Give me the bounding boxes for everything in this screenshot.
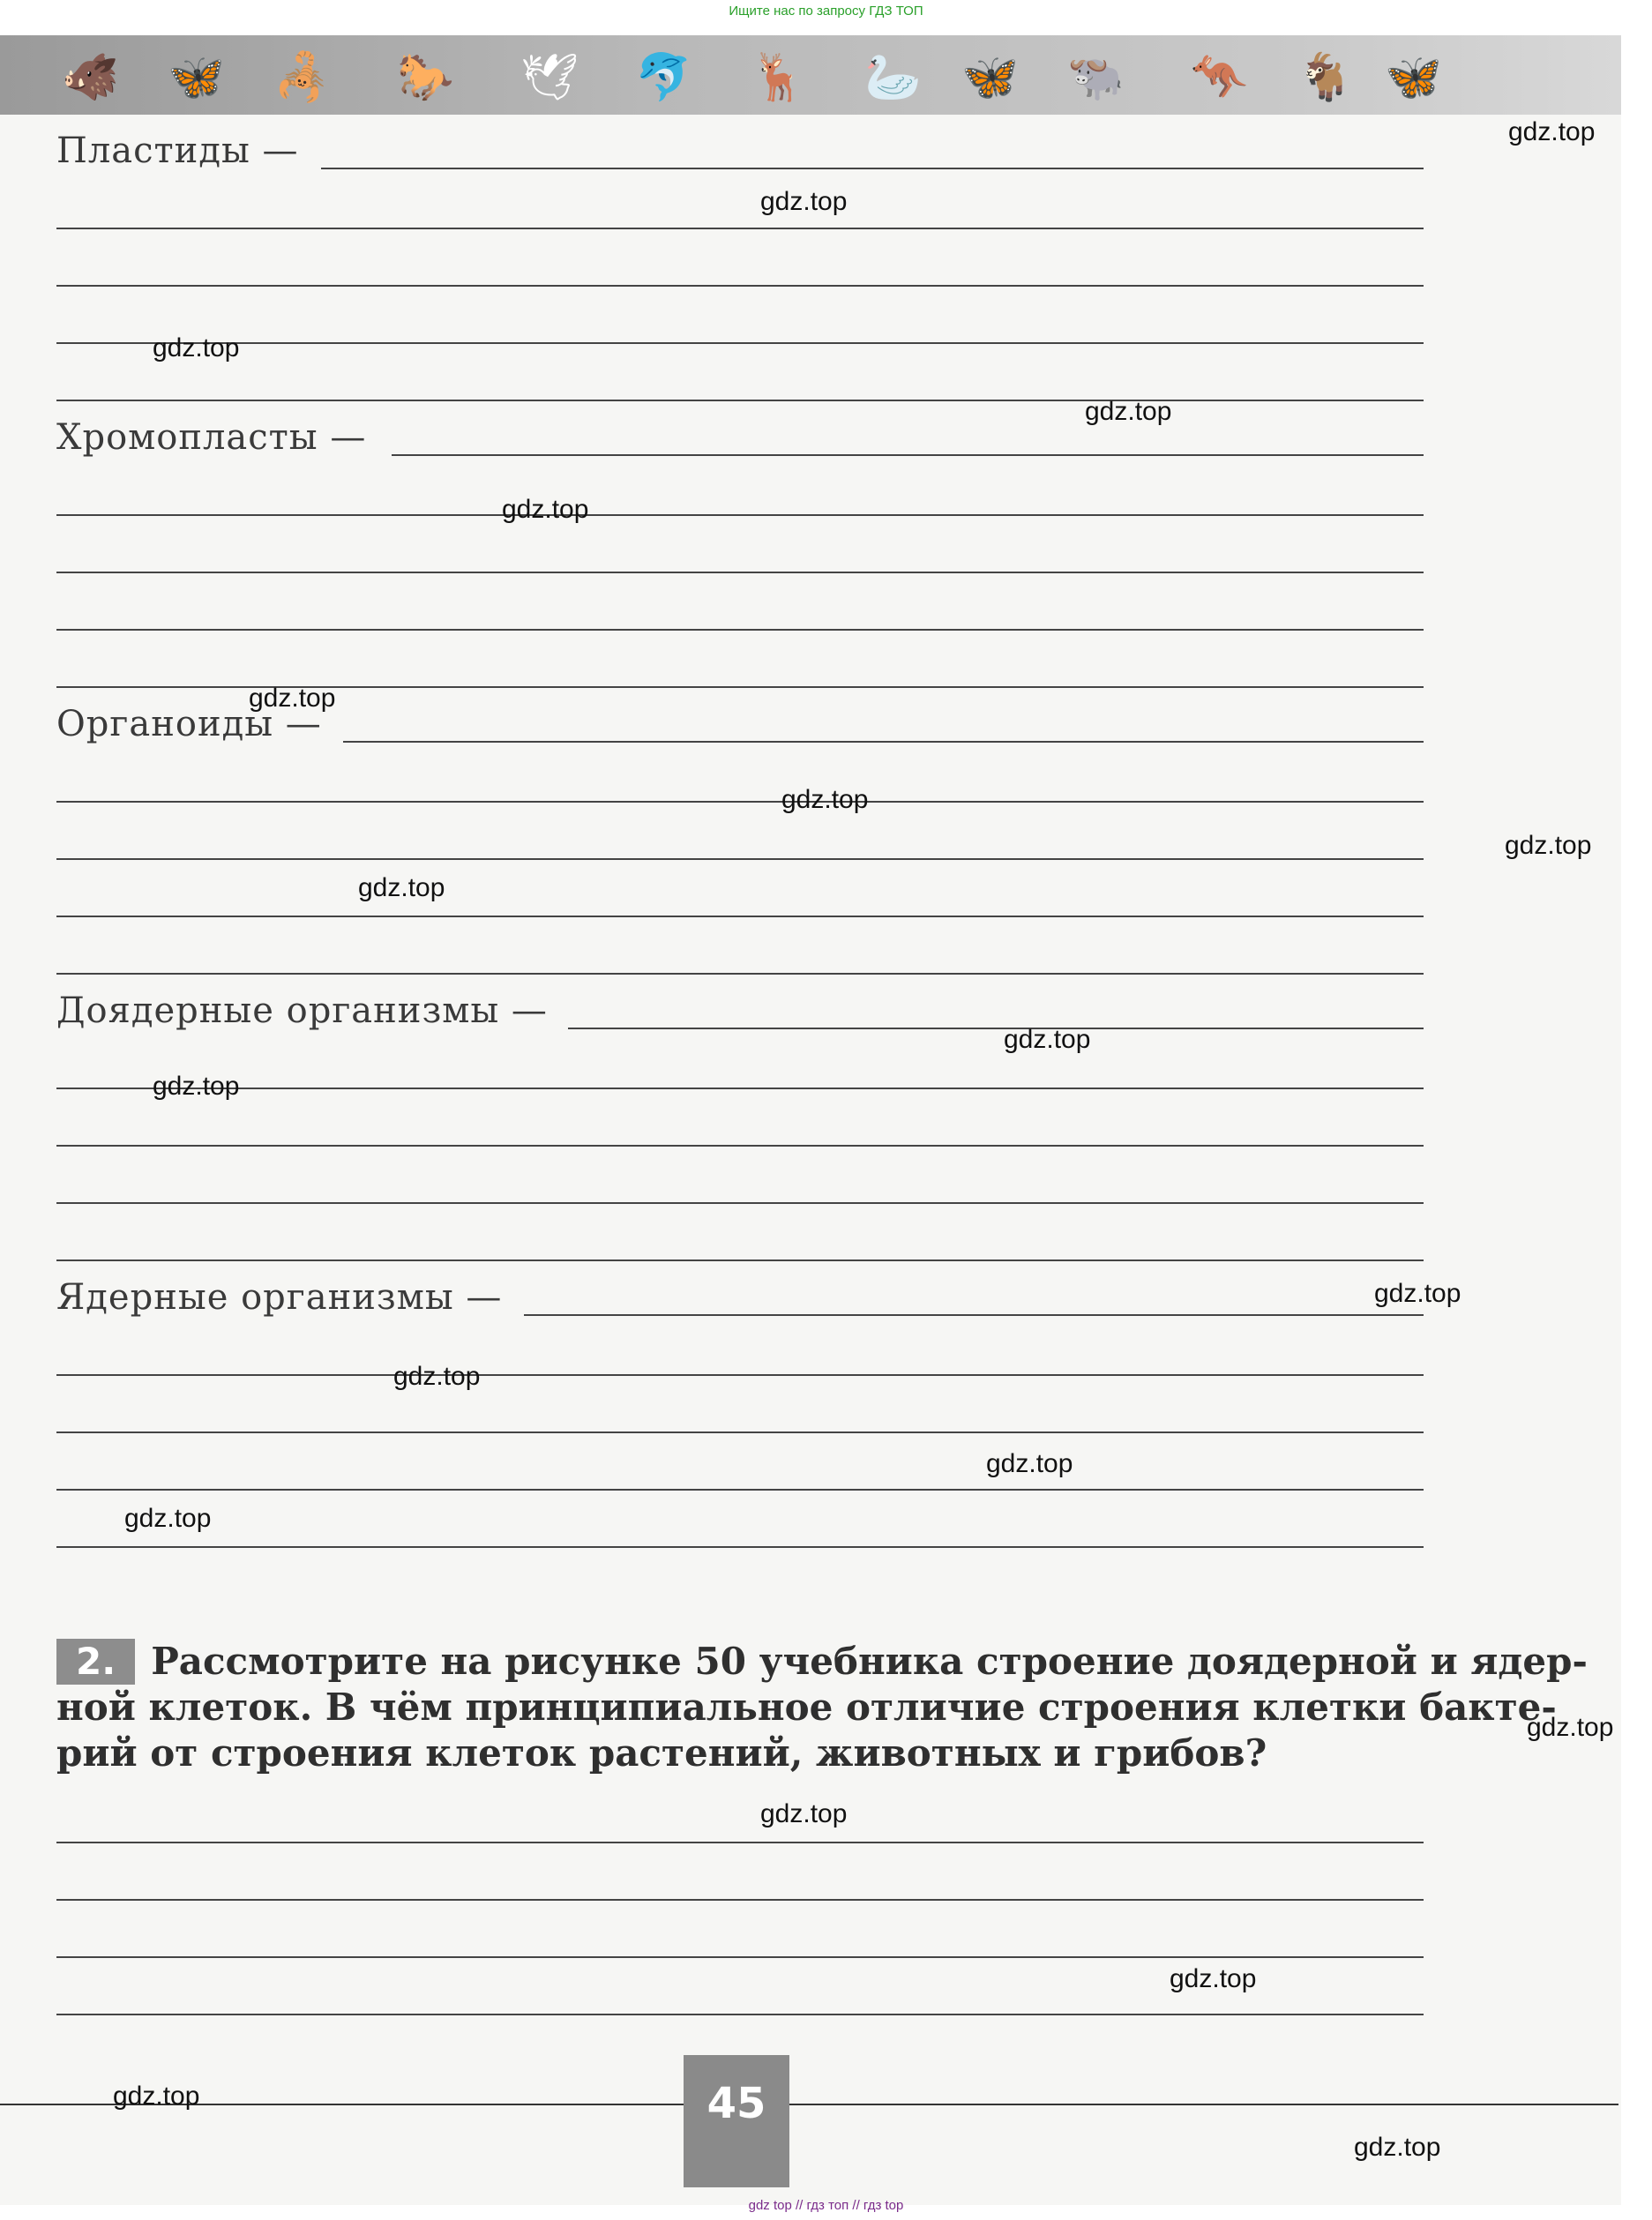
term-row-eukaryotes <box>56 1279 1424 1321</box>
answer-line[interactable] <box>56 1489 1424 1491</box>
task-line <box>56 1639 1588 1685</box>
watermark: gdz.top <box>393 1362 481 1391</box>
moth-icon: 🦋 <box>961 51 1019 104</box>
heron-icon: 🦢 <box>864 51 922 104</box>
answer-line[interactable] <box>56 1431 1424 1433</box>
watermark: gdz.top <box>1374 1279 1461 1308</box>
watermark: gdz.top <box>124 1504 212 1533</box>
watermark: gdz.top <box>1505 831 1592 860</box>
answer-line[interactable] <box>56 285 1424 287</box>
watermark: gdz.top <box>986 1449 1073 1478</box>
watermark: gdz.top <box>153 333 240 363</box>
answer-line[interactable] <box>56 572 1424 573</box>
answer-line[interactable] <box>343 741 1424 743</box>
watermark: gdz.top <box>1508 117 1596 146</box>
antelope-icon: 🐐 <box>1297 51 1354 104</box>
bottom-rule-left <box>0 2104 684 2105</box>
scorpion-icon: 🦂 <box>273 51 331 104</box>
answer-line[interactable] <box>56 1259 1424 1261</box>
answer-line[interactable] <box>56 1202 1424 1204</box>
butterfly-icon: 🦋 <box>168 51 225 104</box>
boar-icon: 🐗 <box>62 51 119 104</box>
answer-line[interactable] <box>56 342 1424 344</box>
answer-line[interactable] <box>56 228 1424 229</box>
answer-line[interactable] <box>56 1145 1424 1147</box>
answer-line[interactable] <box>56 1956 1424 1958</box>
answer-line[interactable] <box>56 858 1424 860</box>
answer-line[interactable] <box>321 168 1424 169</box>
term-label: Ядерные организмы — <box>56 1277 503 1318</box>
answer-line[interactable] <box>56 1374 1424 1376</box>
page-number: 45 <box>684 2055 789 2187</box>
horse-icon: 🐎 <box>397 51 454 104</box>
answer-line[interactable] <box>56 1842 1424 1843</box>
watermark: gdz.top <box>1004 1025 1091 1054</box>
watermark: gdz.top <box>781 785 869 814</box>
footer-note: gdz top // гдз топ // гдз top <box>748 2198 904 2213</box>
watermark: gdz.top <box>760 1799 848 1828</box>
answer-line[interactable] <box>56 973 1424 975</box>
answer-line[interactable] <box>56 2014 1424 2015</box>
butterfly-icon: 🦋 <box>1385 51 1442 104</box>
task-number-badge: 2. <box>56 1639 135 1685</box>
watermark: gdz.top <box>358 873 445 902</box>
kangaroo-icon: 🦘 <box>1191 51 1248 104</box>
answer-line[interactable] <box>392 454 1424 456</box>
answer-line[interactable] <box>56 514 1424 516</box>
term-label: Пластиды — <box>56 131 299 171</box>
answer-line[interactable] <box>56 916 1424 917</box>
answer-line[interactable] <box>56 400 1424 401</box>
answer-line[interactable] <box>56 801 1424 803</box>
term-row-chromoplasts <box>56 419 1424 461</box>
task-line: рий от строения клеток растений, животных и грибов? <box>56 1731 1267 1775</box>
watermark: gdz.top <box>1170 1964 1257 1993</box>
bird-icon: 🕊 <box>520 51 579 104</box>
term-row-plastids <box>56 132 1424 175</box>
dolphin-icon: 🐬 <box>635 51 692 104</box>
task-line: ной клеток. В чём принципиальное отличие строения клетки бакте- <box>56 1686 1557 1729</box>
term-label: Органоиды — <box>56 704 322 744</box>
animal-banner <box>0 35 1621 115</box>
answer-line[interactable] <box>568 1028 1424 1029</box>
bottom-rule-right <box>789 2104 1618 2105</box>
watermark: gdz.top <box>1527 1713 1614 1742</box>
answer-line[interactable] <box>56 1546 1424 1548</box>
top-note: Ищите нас по запросу ГДЗ ТОП <box>729 4 923 19</box>
term-row-prokaryotes <box>56 992 1424 1035</box>
watermark: gdz.top <box>1354 2133 1441 2162</box>
term-label: Хромопласты — <box>56 417 367 458</box>
watermark: gdz.top <box>153 1072 240 1101</box>
moose-icon: 🦌 <box>750 51 807 104</box>
answer-line[interactable] <box>56 1899 1424 1901</box>
watermark: gdz.top <box>502 495 589 524</box>
task-text: Рассмотрите на рисунке 50 учебника строение доядерной и ядер- <box>151 1640 1588 1683</box>
watermark: gdz.top <box>113 2082 200 2111</box>
answer-line[interactable] <box>56 629 1424 631</box>
term-label: Доядерные организмы — <box>56 990 548 1031</box>
page-background <box>0 35 1621 2205</box>
watermark: gdz.top <box>1085 397 1172 426</box>
answer-line[interactable] <box>524 1314 1424 1316</box>
watermark: gdz.top <box>760 187 848 216</box>
watermark: gdz.top <box>249 684 336 713</box>
answer-line[interactable] <box>56 1088 1424 1089</box>
bison-icon: 🐃 <box>1067 51 1125 104</box>
